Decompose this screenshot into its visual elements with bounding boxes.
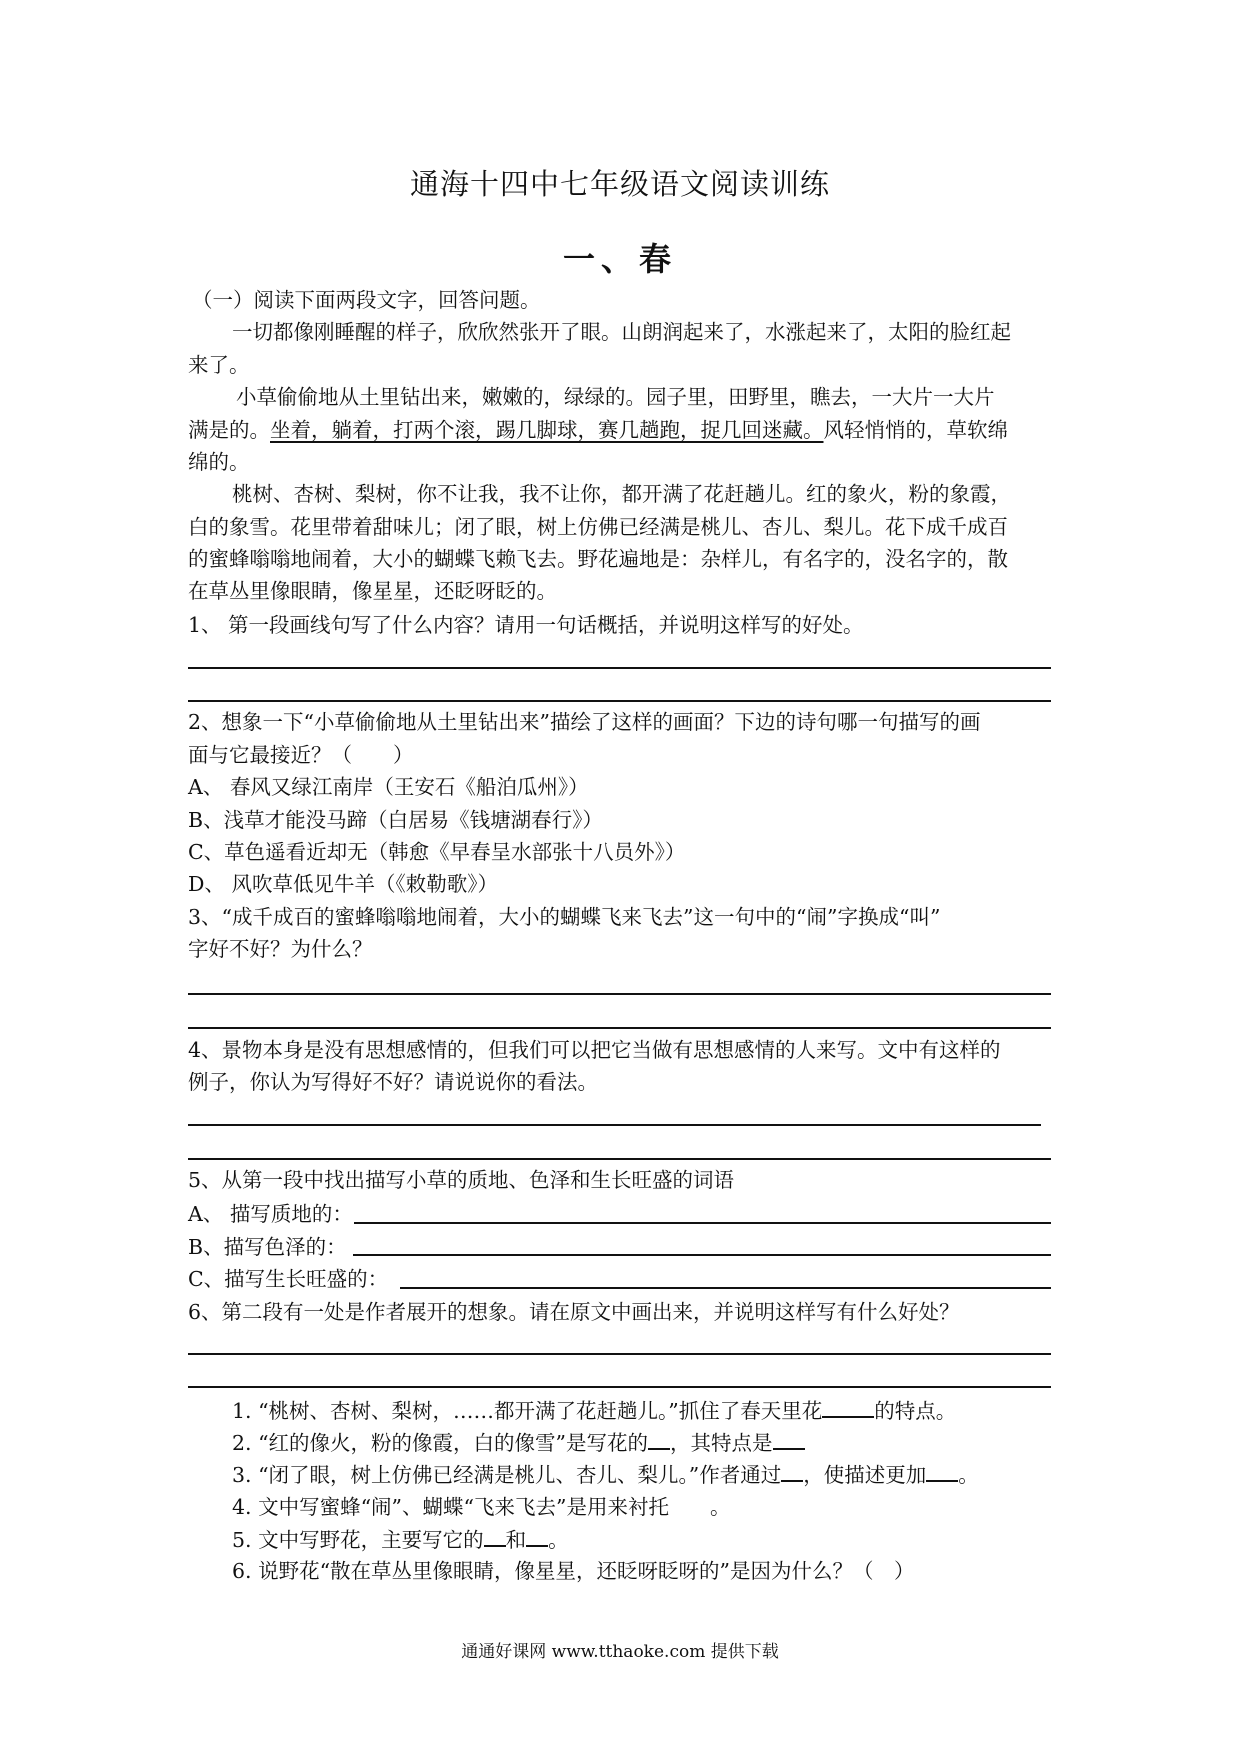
question-2-line1: 2、想象一下“小草偷偷地从土里钻出来”描绘了这样的画面？下边的诗句哪一句描写的画 [188,710,981,734]
extra-question-2 [232,1430,805,1455]
question-text: 2. “红的像火，粉的像霞，白的像雪”是写花的 [232,1431,649,1455]
footer-credit: 通通好课网 www.tthaoke.com 提供下载 [461,1642,779,1662]
answer-line[interactable] [188,1124,1041,1126]
passage-p3-line4: 在草丛里像眼睛，像星星，还眨呀眨的。 [188,579,557,603]
passage-text: 满是的。 [188,418,270,442]
passage-p1-line2: 来了。 [188,353,250,377]
fill-blank[interactable] [526,1527,548,1547]
extra-question-6: 6. 说野花“散在草丛里像眼睛，像星星，还眨呀眨呀的”是因为什么？（ ） [232,1559,915,1583]
answer-line[interactable] [400,1287,1051,1289]
question-4-line2: 例子，你认为写得好不好？请说说你的看法。 [188,1070,598,1094]
question-text: 。 [548,1528,569,1552]
question-4-line1: 4、景物本身是没有思想感情的，但我们可以把它当做有思想感情的人来写。文中有这样的 [188,1038,1001,1062]
fill-blank[interactable] [822,1398,874,1418]
option-a: A、 春风又绿江南岸（王安石《船泊瓜州》） [188,775,589,799]
question-1: 1、 第一段画线句写了什么内容？请用一句话概括，并说明这样写的好处。 [188,613,864,637]
question-3-line2: 字好不好？为什么？ [188,937,373,961]
question-5: 5、从第一段中找出描写小草的质地、色泽和生长旺盛的词语 [188,1168,735,1192]
question-text: 5. 文中写野花，主要写它的 [232,1528,484,1552]
passage-p3-line2: 白的象雪。花里带着甜味儿；闭了眼，树上仿佛已经满是桃儿、杏儿、梨儿。花下成千成百 [188,515,1008,539]
question-text: 和 [505,1528,527,1552]
question-5-a: A、 描写质地的： [188,1202,353,1226]
answer-line[interactable] [188,700,1051,702]
answer-line[interactable] [188,1386,1051,1388]
passage-p2-line3: 绵的。 [188,450,250,474]
extra-question-3 [232,1462,979,1487]
question-text: ，使描述更加 [803,1463,927,1487]
answer-line[interactable] [353,1254,1051,1256]
question-2-line2: 面与它最接近？（ ） [188,743,414,767]
option-b: B、浅草才能没马蹄（白居易《钱塘湖春行》） [188,808,603,832]
question-text: 的特点。 [874,1399,957,1423]
extra-question-5 [232,1527,569,1552]
fill-blank[interactable] [781,1462,803,1482]
answer-line[interactable] [188,1353,1051,1355]
option-c: C、草色遥看近却无（韩愈《早春呈水部张十八员外》） [188,840,686,864]
section-title: 一、春 [562,240,677,278]
passage-text: 风轻悄悄的，草软绵 [823,418,1008,442]
extra-question-4: 4. 文中写蜜蜂“闹”、蝴蝶“飞来飞去”是用来衬托 。 [232,1495,731,1519]
question-3-line1: 3、“成千成百的蜜蜂嗡嗡地闹着，大小的蝴蝶飞来飞去”这一句中的“闹”字换成“叫” [188,905,941,929]
answer-line[interactable] [354,1222,1051,1224]
answer-line[interactable] [188,993,1051,995]
underlined-sentence: 坐着，躺着，打两个滚，踢几脚球，赛几趟跑，捉几回迷藏。 [270,418,824,442]
passage-p3-line1: 桃树、杏树、梨树，你不让我，我不让你，都开满了花赶趟儿。红的象火，粉的象霞， [232,482,1011,506]
passage-p2-line1: 小草偷偷地从土里钻出来，嫩嫩的，绿绿的。园子里，田野里，瞧去，一大片一大片 [236,385,995,409]
question-text: 1. “桃树、杏树、梨树，……都开满了花赶趟儿。”抓住了春天里花 [232,1399,823,1423]
answer-line[interactable] [188,1027,1051,1029]
page-title: 通海十四中七年级语文阅读训练 [409,167,830,201]
fill-blank[interactable] [484,1527,506,1547]
answer-line[interactable] [188,667,1051,669]
fill-blank[interactable] [648,1430,670,1450]
fill-blank[interactable] [926,1462,958,1482]
question-text: ，其特点是 [670,1431,773,1455]
question-5-c: C、描写生长旺盛的： [188,1267,389,1291]
option-d: D、 风吹草低见牛羊（《敕勒歌》） [188,872,498,896]
section-intro: （一）阅读下面两段文字，回答问题。 [192,288,541,312]
extra-question-1 [232,1398,956,1423]
passage-p1-line1: 一切都像刚睡醒的样子，欣欣然张开了眼。山朗润起来了，水涨起来了，太阳的脸红起 [232,320,1011,344]
question-text: 3. “闭了眼，树上仿佛已经满是桃儿、杏儿、梨儿。”作者通过 [232,1463,782,1487]
question-text: 。 [958,1463,979,1487]
passage-p3-line3: 的蜜蜂嗡嗡地闹着，大小的蝴蝶飞赖飞去。野花遍地是：杂样儿，有名字的，没名字的，散 [188,547,1008,571]
passage-p2-line2 [188,418,1008,442]
answer-line[interactable] [188,1158,1051,1160]
fill-blank[interactable] [773,1430,805,1450]
question-5-b: B、描写色泽的： [188,1235,347,1259]
question-6: 6、第二段有一处是作者展开的想象。请在原文中画出来，并说明这样写有什么好处？ [188,1300,960,1324]
